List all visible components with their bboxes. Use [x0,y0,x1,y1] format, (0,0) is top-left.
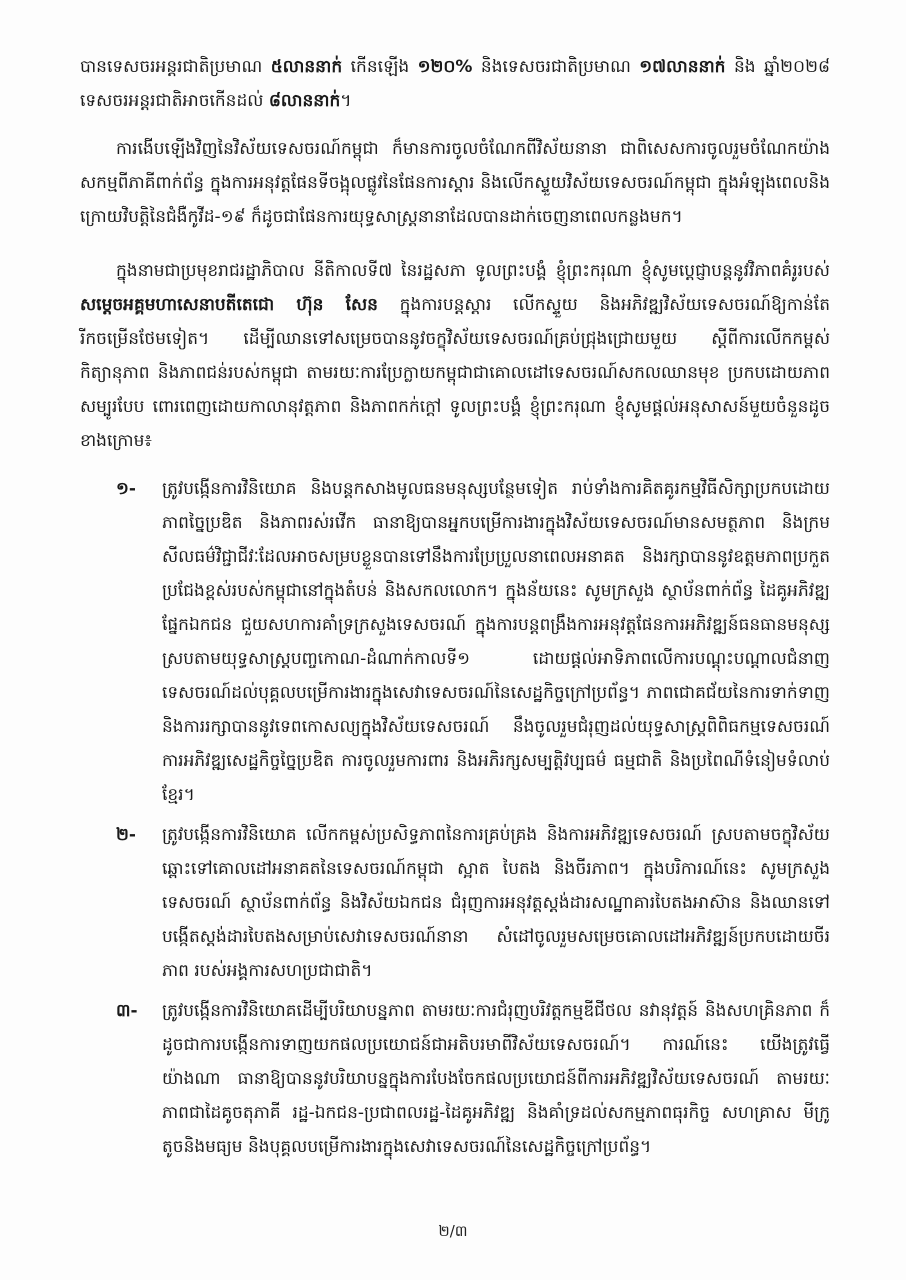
paragraph-1-bold-percent: ១២០% [417,57,473,77]
paragraph-2-text: ការងើបឡើងវិញនៃវិស័យទេសចរណ៍កម្ពុជា ក៏មានការចូលចំណែកពីវិស័យនានា ជាពិសេសការចូលរួមចំណែកយ៉ាងសកម្មពីភាគីពាក់ព័ន្ធ ក្នុងការអនុវត្តផែនទីចង្អុលផ្លូវនៃផែនការស្តារ និងលើកស្ទួយវិស័យទេសចរណ៍កម្ពុជា ក្នុងអំឡុងពេលនិងក្រោយវិបត្តិនៃជំងឺកូវីដ-១៩ ក៏ដូចជាផែនការយុទ្ធសាស្ត្រនានាដែលបានដាក់ចេញនាពេលកន្លងមក។ [80,139,830,227]
paragraph-3-text: ក្នុងនាមជាប្រមុខរាជរដ្ឋាភិបាល នីតិកាលទី៧ នៃរដ្ឋសភា ទូលព្រះបង្គំ ខ្ញុំព្រះករុណា ខ្ញុំសូមប្តេជ្ញាបន្តនូវវិភាពគំរូរបស់ [116,261,830,281]
recommendation-text: ត្រូវបង្កើនការវិនិយោគ និងបន្តកសាងមូលធនមនុស្សបន្ថែមទៀត រាប់ទាំងការគិតគូរកម្មវិធីសិក្សាប្រកបដោយភាពច្នៃប្រឌិត និងភាពរស់រវើក ធានាឱ្យបានអ្នកបម្រើការងារក្នុងវិស័យទេសចរណ៍មានសមត្ថភាព និងក្រមសីលធម៌វិជ្ជាជីវៈដែលអាចសម្របខ្លួនបានទៅនឹងការប្រែប្រួលនាពេលអនាគត និងរក្សាបាននូវឧត្តមភាពប្រកួតប្រជែងខ្ពស់របស់កម្ពុជានៅក្នុងតំបន់ និងសកលលោក។ ក្នុងន័យនេះ សូមក្រសួង ស្ថាប័នពាក់ព័ន្ធ ដៃគូអភិវឌ្ឍ ផ្នែកឯកជន ជួយសហការគាំទ្រក្រសួងទេសចរណ៍ ក្នុងការបន្តពង្រឹងការអនុវត្តផែនការអភិវឌ្ឍន៍ធនធានមនុស្ស ស្របតាមយុទ្ធសាស្ត្របញ្ចកោណ-ដំណាក់កាលទី១ ដោយផ្តល់អាទិភាពលើការបណ្តុះបណ្តាលជំនាញទេសចរណ៍ដល់បុគ្គលបម្រើការងារក្នុងសេវាទេសចរណ៍នៃសេដ្ឋកិច្ចក្រៅប្រព័ន្ធ។ ភាពជោគជ័យនៃការទាក់ទាញ និងការរក្សាបាននូវទេពកោសល្យក្នុងវិស័យទេសចរណ៍ នឹងចូលរួមជំរុញដល់យុទ្ធសាស្ត្រពិពិធកម្មទេសចរណ៍ ការអភិវឌ្ឍសេដ្ឋកិច្ចច្នៃប្រឌិត ការចូលរួមការពារ និងអភិរក្សសម្បត្តិវប្បធម៌ ធម្មជាតិ និងប្រពៃណីទំនៀមទំលាប់ខ្មែរ។ [162,479,830,805]
recommendation-item-1 [116,472,830,812]
document-body [80,50,830,1170]
paragraph-1-bold-foreign-tourists: ៥លាននាក់ [270,57,343,77]
paragraph-3 [80,254,830,458]
page-number: ២/៣ [438,1222,468,1240]
paragraph-1-bold-2028-target: ៨លាននាក់ [268,91,341,111]
paragraph-1 [80,50,830,118]
paragraph-1-text: និងទេសចរជាតិប្រមាណ [472,57,640,77]
paragraph-3-bold-name: សម្តេចអគ្គមហាសេនាបតីតេជោ ហ៊ុន សែន [80,295,378,315]
paragraph-1-bold-domestic-tourists: ១៧លាននាក់ [639,57,726,77]
paragraph-1-text: និង ឆ្នាំ២០២៨ ទេសចរអន្តរជាតិអាចកើនដល់ [80,57,830,111]
recommendation-number: ២- [116,825,136,845]
recommendation-item-2 [116,818,830,988]
recommendation-number: ១- [116,479,136,499]
recommendation-text: ត្រូវបង្កើនការវិនិយោគ លើកកម្ពស់ប្រសិទ្ធភាពនៃការគ្រប់គ្រង និងការអភិវឌ្ឍទេសចរណ៍ ស្របតាមចក្ខុវិស័យឆ្ពោះទៅគោលដៅអនាគតនៃទេសចរណ៍កម្ពុជា ស្អាត បៃតង និងចីរភាព។ ក្នុងបរិការណ៍នេះ សូមក្រសួងទេសចរណ៍ ស្ថាប័នពាក់ព័ន្ធ និងវិស័យឯកជន ជំរុញការអនុវត្តស្តង់ដារសណ្ឋាគារបៃតងអាស៊ាន និងឈានទៅបង្កើតស្តង់ដារបៃតងសម្រាប់សេវាទេសចរណ៍នានា សំដៅចូលរួមសម្រេចគោលដៅអភិវឌ្ឍន៍ប្រកបដោយចីរភាព របស់អង្គការសហប្រជាជាតិ។ [162,825,830,981]
paragraph-1-text: កើនឡើង [342,57,418,77]
recommendation-number: ៣- [116,1001,138,1021]
paragraph-2 [80,132,830,234]
paragraph-1-text: បានទេសចរអន្តរជាតិប្រមាណ [80,57,271,77]
recommendation-item-3 [116,994,830,1164]
recommendation-text: ត្រូវបង្កើនការវិនិយោគដើម្បីបរិយាបន្នភាព តាមរយៈការជំរុញបរិវត្តកម្មឌីជីថល នវានុវត្តន៍ និងសហគ្រិនភាព ក៏ដូចជាការបង្កើនការទាញយកផលប្រយោជន៍ជាអតិបរមាពីវិស័យទេសចរណ៍។ ការណ៍នេះ យើងត្រូវធ្វើយ៉ាងណា ធានាឱ្យបាននូវបរិយាបន្នក្នុងការបែងចែកផលប្រយោជន៍ពីការអភិវឌ្ឍវិស័យទេសចរណ៍ តាមរយៈភាពជាដៃគូចតុភាគី រដ្ឋ-ឯកជន-ប្រជាពលរដ្ឋ-ដៃគូអភិវឌ្ឍ និងគាំទ្រដល់សកម្មភាពធុរកិច្ច សហគ្រាស មីក្រូ តូចនិងមធ្យម និងបុគ្គលបម្រើការងារក្នុងសេវាទេសចរណ៍នៃសេដ្ឋកិច្ចក្រៅប្រព័ន្ធ។ [162,1001,830,1157]
paragraph-3-text: ក្នុងការបន្តស្តារ លើកស្ទួយ និងអភិវឌ្ឍវិស័យទេសចរណ៍ឱ្យកាន់តែរីកចម្រើនថែមទៀត។ ដើម្បីឈានទៅសម្រេចបាននូវចក្ខុវិស័យទេសចរណ៍គ្រប់ជ្រុងជ្រោយមួយ ស្តីពីការលើកកម្ពស់កិត្យានុភាព និងភាពជន់របស់កម្ពុជា តាមរយៈការប្រែក្លាយកម្ពុជាជាគោលដៅទេសចរណ៍សកលឈានមុខ ប្រកបដោយភាពសម្បូរបែប ពោរពេញដោយកាលានុវត្តភាព និងភាពកក់ក្តៅ ទូលព្រះបង្គំ ខ្ញុំព្រះករុណា ខ្ញុំសូមផ្តល់អនុសាសន៍មួយចំនួនដូចខាងក្រោម៖ [80,295,830,451]
paragraph-1-text: ។ [340,91,352,111]
recommendation-list [116,472,830,1164]
